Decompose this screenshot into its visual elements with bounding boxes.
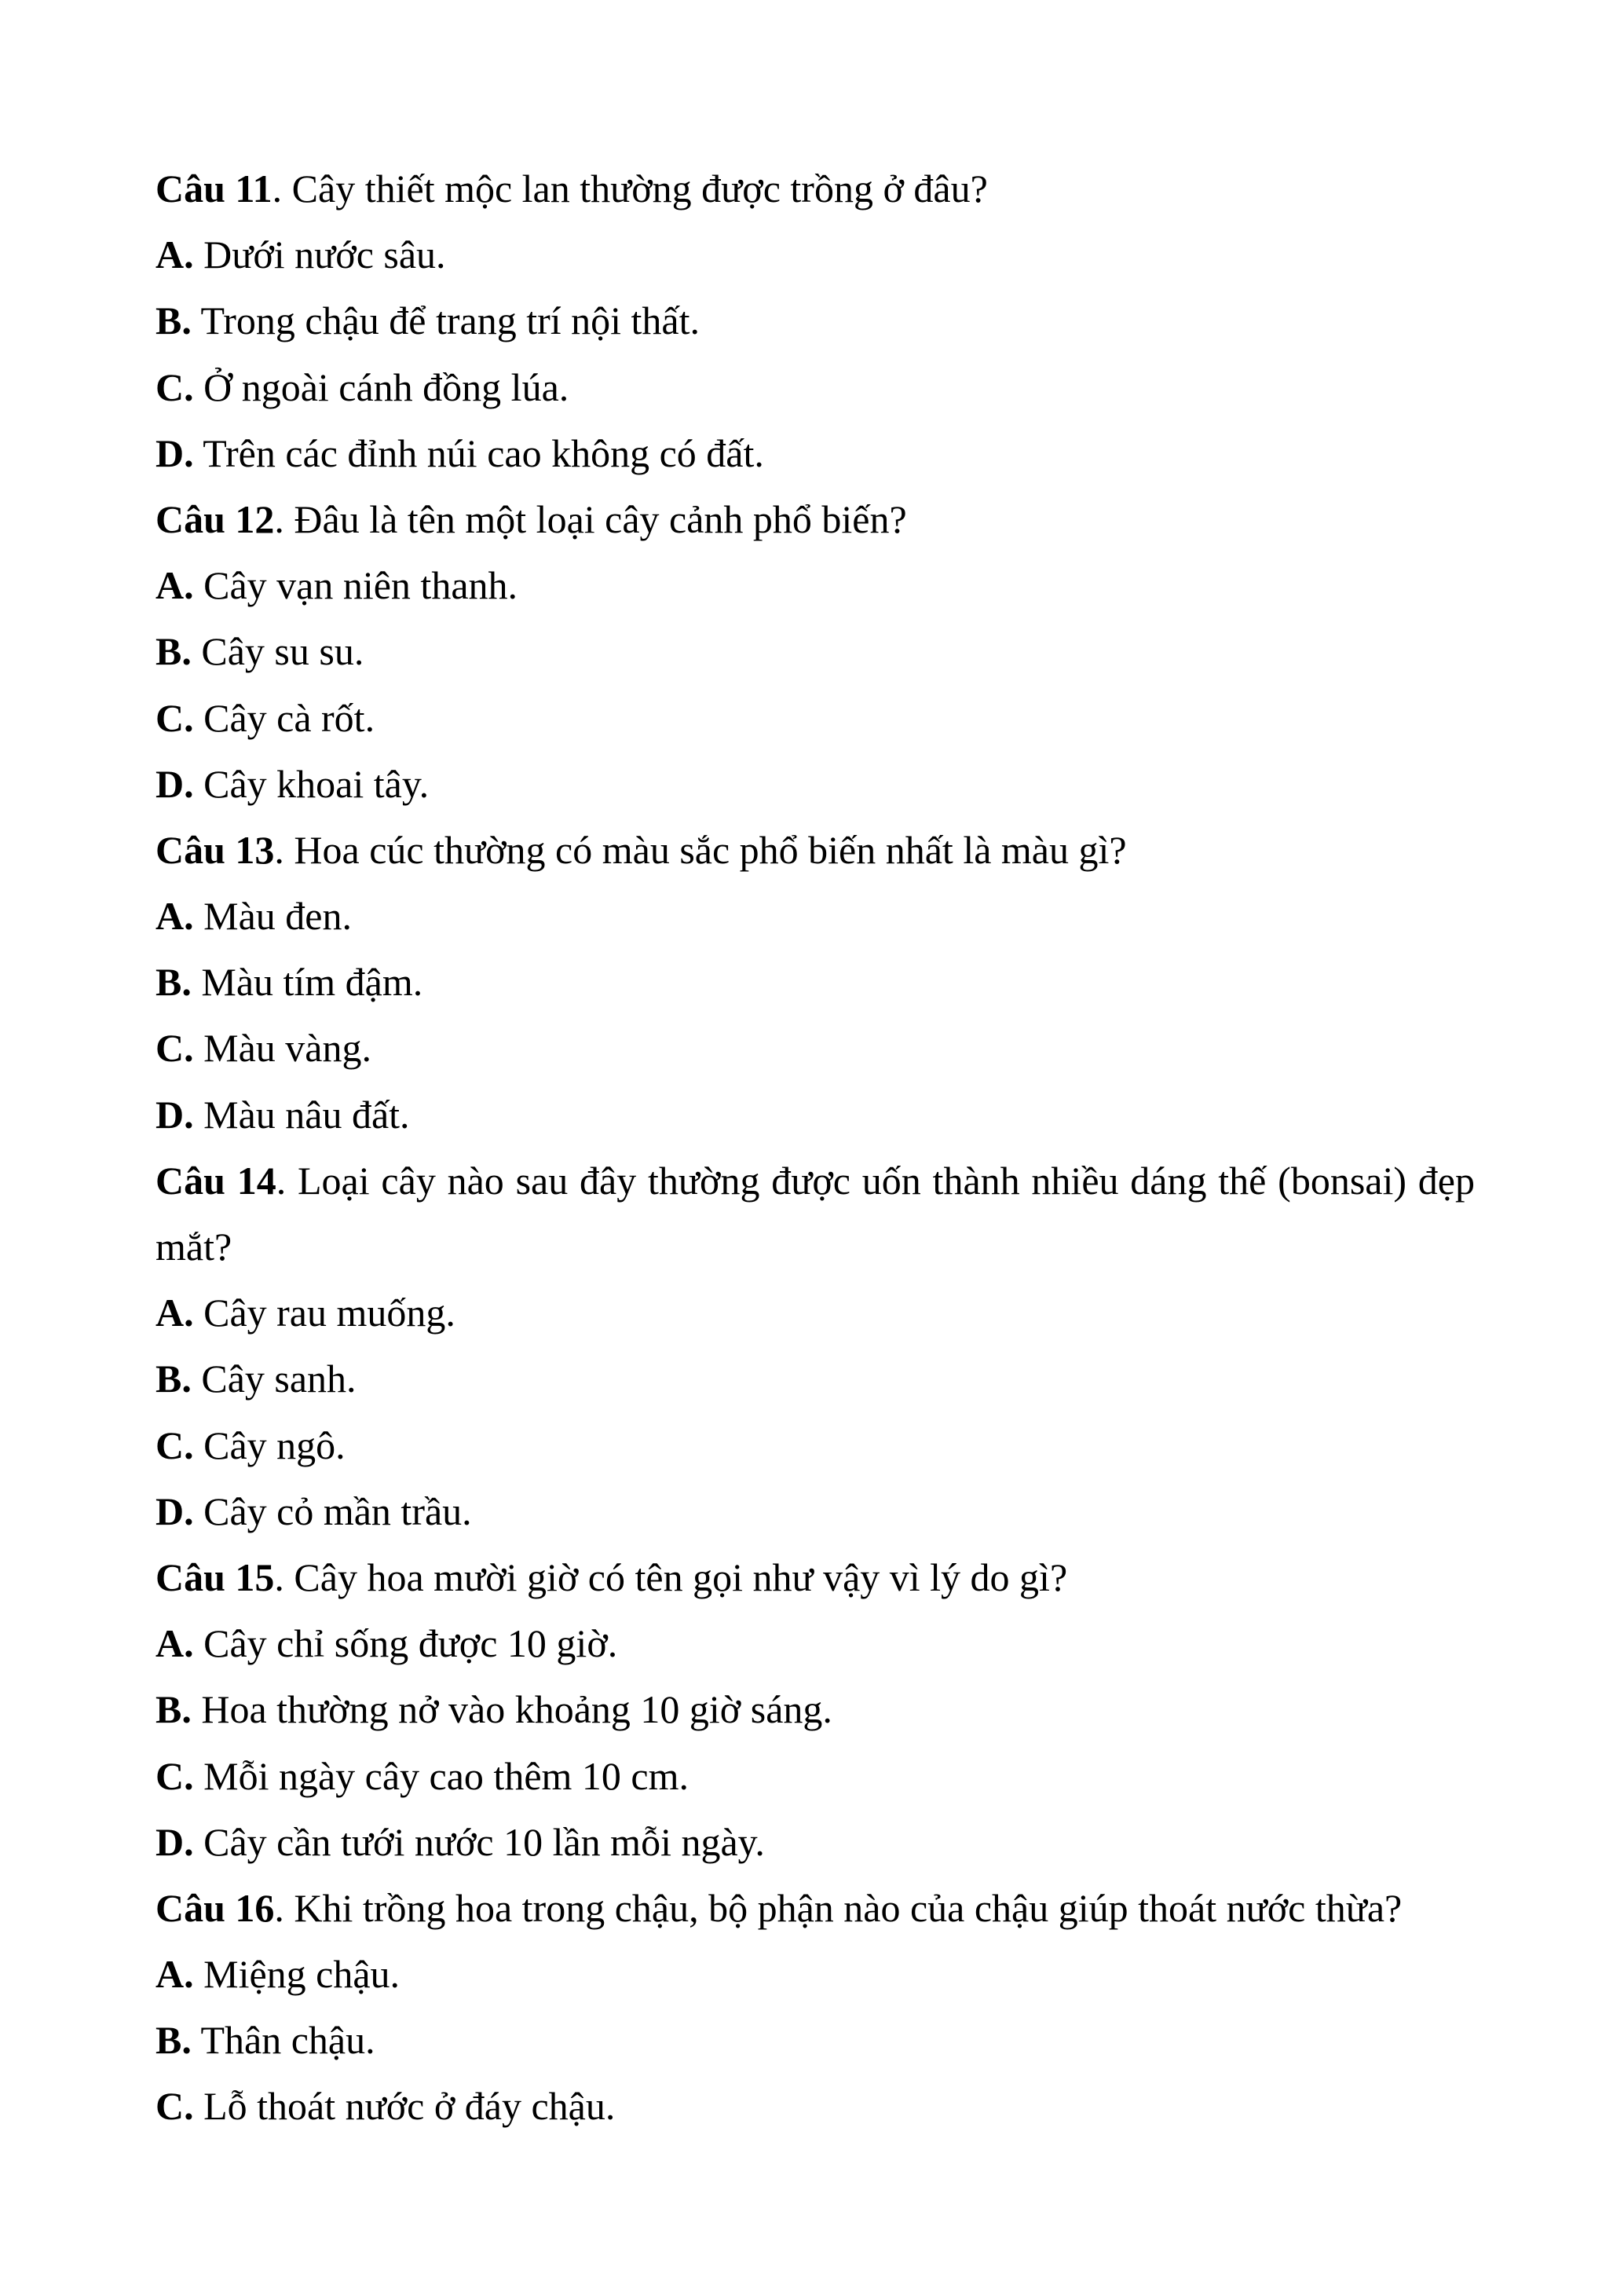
option-a: [155, 552, 1475, 618]
option-letter: B.: [155, 1687, 192, 1732]
option-c: [155, 1412, 1475, 1478]
option-text: Cây cà rốt.: [193, 695, 375, 740]
question-label: Câu 13: [155, 827, 275, 872]
option-letter: D.: [155, 761, 194, 806]
question-14: [155, 1148, 1475, 1544]
option-text: Màu đen.: [193, 894, 352, 939]
question-list: [155, 156, 1475, 2140]
option-text: Ở ngoài cánh đồng lúa.: [193, 364, 569, 409]
option-d: [155, 751, 1475, 817]
option-text: Màu vàng.: [193, 1026, 371, 1071]
option-b: [155, 2007, 1475, 2073]
question-label: Câu 14: [155, 1158, 276, 1203]
question-stem: [155, 1875, 1475, 1941]
option-text: Màu nâu đất.: [193, 1092, 410, 1137]
question-label: Câu 15: [155, 1554, 275, 1599]
option-text: Cây chỉ sống được 10 giờ.: [193, 1621, 618, 1666]
question-stem: [155, 1544, 1475, 1610]
option-b: [155, 1346, 1475, 1412]
question-11: [155, 156, 1475, 486]
option-text: Cây ngô.: [193, 1423, 346, 1467]
option-a: [155, 883, 1475, 949]
option-letter: B.: [155, 2018, 192, 2063]
option-letter: A.: [155, 894, 194, 939]
option-text: Cây cần tưới nước 10 lần mỗi ngày.: [193, 1819, 765, 1864]
option-text: Dưới nước sâu.: [193, 233, 446, 277]
option-b: [155, 1676, 1475, 1742]
option-text: Cây rau muống.: [193, 1291, 455, 1335]
question-text: . Hoa cúc thường có màu sắc phổ biến nhất là màu gì?: [274, 827, 1127, 872]
option-text: Cây cỏ mần trầu.: [193, 1489, 472, 1533]
question-stem: [155, 1148, 1475, 1280]
option-letter: A.: [155, 1952, 194, 1997]
option-text: Trong chậu để trang trí nội thất.: [191, 298, 700, 343]
option-text: Cây vạn niên thanh.: [193, 563, 518, 608]
option-letter: B.: [155, 629, 192, 674]
question-stem: [155, 486, 1475, 552]
question-text: . Loại cây nào sau đây thường được uốn thành nhiều dáng thế (bonsai) đẹp mắt?: [155, 1158, 1475, 1269]
question-text: . Khi trồng hoa trong chậu, bộ phận nào của chậu giúp thoát nước thừa?: [274, 1885, 1403, 1930]
option-letter: A.: [155, 1291, 194, 1335]
option-d: [155, 1809, 1475, 1875]
option-b: [155, 618, 1475, 684]
option-text: Cây khoai tây.: [193, 761, 430, 806]
option-d: [155, 1478, 1475, 1544]
question-12: [155, 486, 1475, 817]
option-text: Mỗi ngày cây cao thêm 10 cm.: [193, 1753, 689, 1798]
option-text: Lỗ thoát nước ở đáy chậu.: [193, 2084, 616, 2129]
option-text: Miệng chậu.: [193, 1952, 401, 1997]
option-letter: D.: [155, 1092, 194, 1137]
question-label: Câu 12: [155, 496, 275, 541]
option-letter: C.: [155, 1753, 194, 1798]
option-letter: A.: [155, 563, 194, 608]
question-text: . Cây thiết mộc lan thường được trồng ở đâu?: [272, 167, 988, 211]
option-letter: B.: [155, 1357, 192, 1401]
option-letter: D.: [155, 430, 194, 475]
option-c: [155, 354, 1475, 420]
option-b: [155, 949, 1475, 1015]
option-a: [155, 1941, 1475, 2007]
option-letter: C.: [155, 2084, 194, 2129]
option-letter: C.: [155, 695, 194, 740]
question-label: Câu 11: [155, 167, 272, 211]
option-text: Thân chậu.: [191, 2018, 375, 2063]
question-stem: [155, 817, 1475, 883]
option-text: Cây su su.: [191, 629, 364, 674]
option-letter: A.: [155, 233, 194, 277]
option-a: [155, 222, 1475, 287]
question-label: Câu 16: [155, 1885, 275, 1930]
question-16: [155, 1875, 1475, 2140]
option-c: [155, 1015, 1475, 1081]
option-a: [155, 1610, 1475, 1676]
option-letter: B.: [155, 960, 192, 1005]
option-c: [155, 1743, 1475, 1809]
option-c: [155, 685, 1475, 751]
option-c: [155, 2073, 1475, 2139]
question-text: . Cây hoa mười giờ có tên gọi như vậy vì lý do gì?: [274, 1554, 1068, 1599]
question-13: [155, 817, 1475, 1148]
option-d: [155, 420, 1475, 486]
option-b: [155, 287, 1475, 353]
option-text: Cây sanh.: [191, 1357, 357, 1401]
option-letter: C.: [155, 1423, 194, 1467]
option-letter: D.: [155, 1819, 194, 1864]
question-stem: [155, 156, 1475, 222]
option-a: [155, 1280, 1475, 1346]
option-text: Trên các đỉnh núi cao không có đất.: [193, 430, 764, 475]
option-text: Hoa thường nở vào khoảng 10 giờ sáng.: [191, 1687, 832, 1732]
option-letter: D.: [155, 1489, 194, 1533]
option-d: [155, 1082, 1475, 1148]
option-letter: B.: [155, 298, 192, 343]
option-letter: C.: [155, 364, 194, 409]
question-15: [155, 1544, 1475, 1875]
option-text: Màu tím đậm.: [191, 960, 423, 1005]
option-letter: A.: [155, 1621, 194, 1666]
question-text: . Đâu là tên một loại cây cảnh phổ biến?: [274, 496, 907, 541]
option-letter: C.: [155, 1026, 194, 1071]
